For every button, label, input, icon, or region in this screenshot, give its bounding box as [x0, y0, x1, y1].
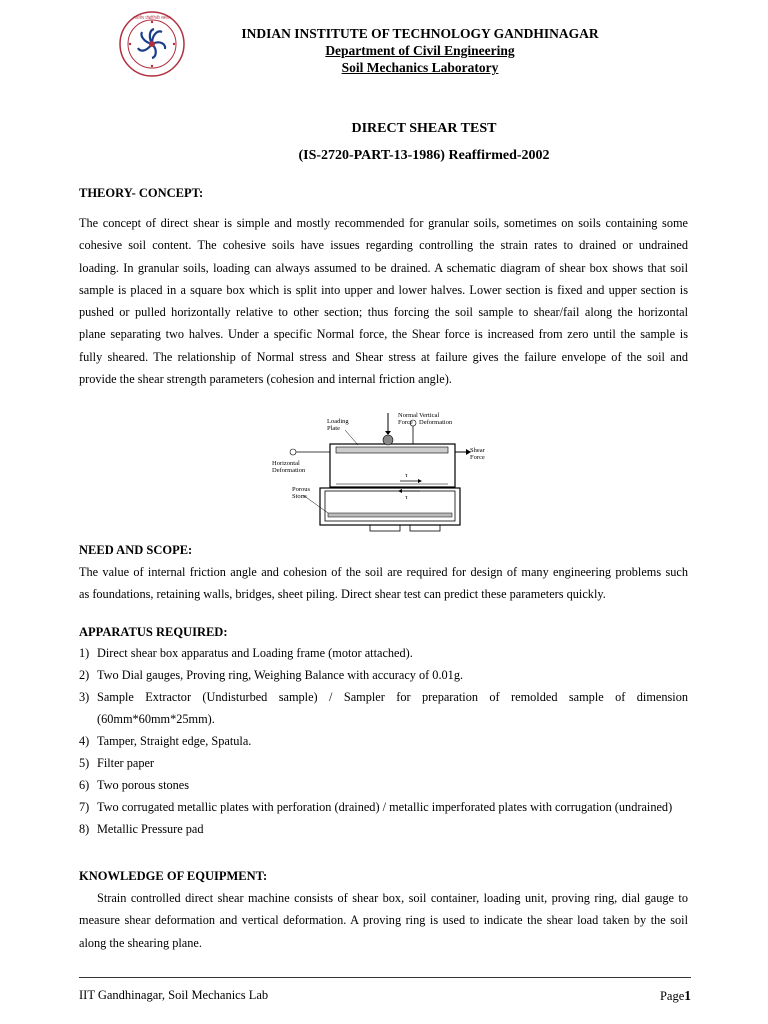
theory-heading: THEORY- CONCEPT:	[79, 186, 204, 200]
theory-line: provide the shear strength parameters (cohesion and internal friction angle).	[79, 372, 452, 387]
svg-text:भारतीय प्रौद्योगिकी संस्थान: भारतीय प्रौद्योगिकी संस्थान	[133, 15, 171, 20]
knowledge-paragraph	[79, 887, 688, 954]
theory-line: fully sheared. The relationship of Normal stress and Shear stress at failure gives the failure envelope of the soil and	[79, 349, 688, 364]
standard-reference: (IS-2720-PART-13-1986) Reaffirmed-2002	[298, 148, 550, 163]
theory-paragraph	[79, 212, 688, 390]
theory-line: The concept of direct shear is simple and mostly recommended for granular soils, sometimes on soils containing some	[79, 216, 688, 230]
label-horizontal-deformation: Horizontal Deformation	[272, 460, 306, 474]
institute-name: INDIAN INSTITUTE OF TECHNOLOGY GANDHINAGAR	[241, 26, 599, 41]
laboratory-name: Soil Mechanics Laboratory	[341, 60, 499, 75]
label-loading-plate: Loading Plate	[327, 418, 349, 432]
theory-line: pushed or pulled horizontally relative to other section; thus forcing the soil sample to shear/fail along the horizontal	[79, 305, 688, 320]
label-shear-force: Shear Force	[470, 447, 485, 461]
need-paragraph	[79, 561, 688, 606]
list-item: 3) Sample Extractor (Undisturbed sample) / Sampler for preparation of remolded sample of dimension (60mm*60mm*25mm).	[79, 690, 688, 726]
label-normal-force: Normal Force	[398, 412, 418, 426]
apparatus-heading: APPARATUS REQUIRED:	[79, 625, 228, 639]
label-vertical-deformation: Vertical Deformation	[419, 412, 453, 426]
apparatus-list	[79, 642, 688, 840]
need-heading: NEED AND SCOPE:	[79, 543, 193, 557]
knowledge-line: Strain controlled direct shear machine consists of shear box, soil container, loading unit, proving ring, dial gauge to	[97, 891, 688, 905]
theory-line: cohesive soil content. The cohesive soils have issues regarding controlling the strain rates to drained or undrained	[79, 238, 688, 253]
label-tau-upper: τ	[405, 472, 408, 479]
theory-line: sample is placed in a square box which is split into upper and lower halves. Lower section is fixed and upper section is	[79, 282, 688, 297]
list-item: 1) Direct shear box apparatus and Loading frame (motor attached).	[79, 646, 413, 660]
department-name: Department of Civil Engineering	[325, 43, 515, 58]
list-item: 7) Two corrugated metallic plates with perforation (drained) / metallic imperforated plates with corrugation (undrained)	[79, 800, 673, 814]
knowledge-heading: KNOWLEDGE OF EQUIPMENT:	[79, 869, 268, 883]
list-item: 5) Filter paper	[79, 756, 155, 770]
list-item: 2) Two Dial gauges, Proving ring, Weighing Balance with accuracy of 0.01g.	[79, 668, 464, 682]
footer-lab-name: IIT Gandhinagar, Soil Mechanics Lab	[79, 988, 269, 1002]
footer-divider	[79, 977, 691, 978]
document-title: DIRECT SHEAR TEST	[351, 121, 497, 136]
knowledge-line: along the shearing plane.	[79, 935, 202, 950]
knowledge-line: measure shear deformation and vertical deformation. A proving ring is used to indicate the shear load taken by the soil	[79, 913, 688, 928]
need-line: The value of internal friction angle and cohesion of the soil are required for design of many engineering problems such	[79, 565, 688, 579]
theory-line: plane separating two halves. Under a specific Normal force, the Shear force is increased from zero until the sample is	[79, 327, 688, 342]
list-item: 4) Tamper, Straight edge, Spatula.	[79, 734, 252, 748]
shear-box-diagram	[270, 405, 500, 535]
theory-line: loading. In granular soils, loading can always assumed to be drained. A schematic diagram of shear box shows that soil	[79, 260, 688, 275]
need-line: as foundations, retaining walls, bridges, sheet piling. Direct shear test can predict these parameters quickly.	[79, 587, 606, 602]
label-tau-lower: τ	[405, 494, 408, 501]
list-item: 8) Metallic Pressure pad	[79, 822, 204, 836]
page-number: Page1	[659, 988, 691, 1003]
label-porous-stone: Porous Stone	[292, 486, 311, 500]
list-item: 6) Two porous stones	[79, 778, 190, 792]
